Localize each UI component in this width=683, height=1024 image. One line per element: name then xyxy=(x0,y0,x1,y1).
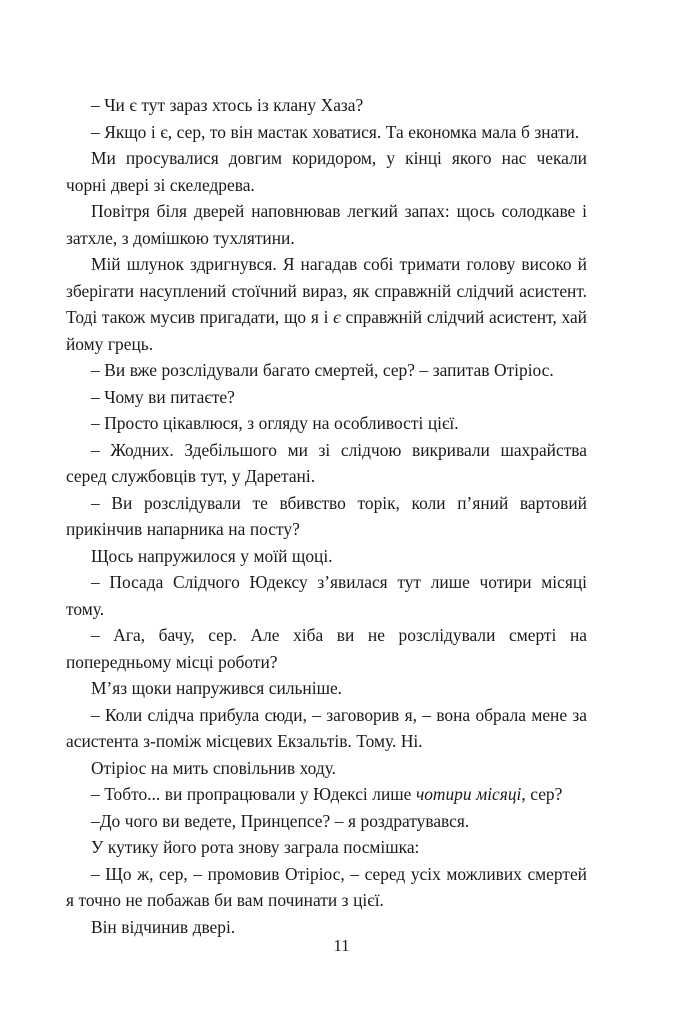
paragraph: – Ви вже розслідували багато смертей, сер? – запитав Отіріос. xyxy=(91,360,554,380)
paragraph: У кутику його рота знову заграла посмішка: xyxy=(91,837,420,857)
paragraph: – Ага, бачу, сер. Але хіба ви не розслідували смерті на попередньому місці роботи? xyxy=(66,625,587,672)
paragraph-text-segment: – Тобто... ви пропрацювали у Юдексі лише xyxy=(91,784,416,804)
page-number: 11 xyxy=(333,936,350,955)
paragraph: – Посада Слідчого Юдексу з’явилася тут лише чотири місяці тому. xyxy=(66,572,587,619)
paragraph-text-segment: Мій шлунок здригнувся. Я нагадав собі тримати голову високо й зберігати насуплений стоїчний вираз, як справжній слідчий асистент. Тоді також мусив пригадати, що я і xyxy=(66,254,587,327)
paragraph: – Що ж, сер, – промовив Отіріос, – серед усіх можливих смертей я точно не побажав би вам починати з цієї. xyxy=(66,863,587,910)
paragraph-text-segment: справжній слідчий асистент, хай йому грець. xyxy=(66,307,587,354)
paragraph xyxy=(66,781,587,808)
page-body-text xyxy=(66,92,587,940)
paragraph: – Чому ви питаєте? xyxy=(91,386,235,407)
paragraph: М’яз щоки напружився сильніше. xyxy=(91,678,343,698)
paragraph: Отіріос на мить сповільнив ходу. xyxy=(91,757,336,778)
paragraph: – Ви розслідували те вбивство торік, коли п’яний вартовий прикінчив напарника на посту? xyxy=(66,492,587,539)
paragraph xyxy=(66,251,587,357)
paragraph: – Якщо і є, сер, то він мастак ховатися. Та економка мала б знати. xyxy=(91,121,580,142)
paragraph: – Чи є тут зараз хтось із клану Хаза? xyxy=(91,95,364,115)
paragraph: Він відчинив двері. xyxy=(91,916,236,937)
paragraph: – Коли слідча прибула сюди, – заговорив я, – вона обрала мене за асистента з-поміж місцевих Екзальтів. Тому. Ні. xyxy=(66,704,587,751)
paragraph: Щось напружилося у моїй щоці. xyxy=(91,545,333,566)
paragraph: – Жодних. Здебільшого ми зі слідчою викривали шахрайства серед службовців тут, у Даретані. xyxy=(66,439,587,486)
paragraph: – Просто цікавлюся, з огляду на особливості цієї. xyxy=(91,413,459,433)
paragraph: Ми просувалися довгим коридором, у кінці якого нас чекали чорні двері зі скеледрева. xyxy=(66,148,587,195)
paragraph: –До чого ви ведете, Принцепсе? – я роздратувався. xyxy=(91,810,470,831)
emphasis-text: чотири місяці xyxy=(415,784,522,804)
paragraph: Повітря біля дверей наповнював легкий запах: щось солодкаве і затхле, з домішкою тухлятини. xyxy=(66,201,587,248)
emphasis-text: є xyxy=(333,307,341,327)
paragraph-text-segment: , сер? xyxy=(521,784,563,804)
